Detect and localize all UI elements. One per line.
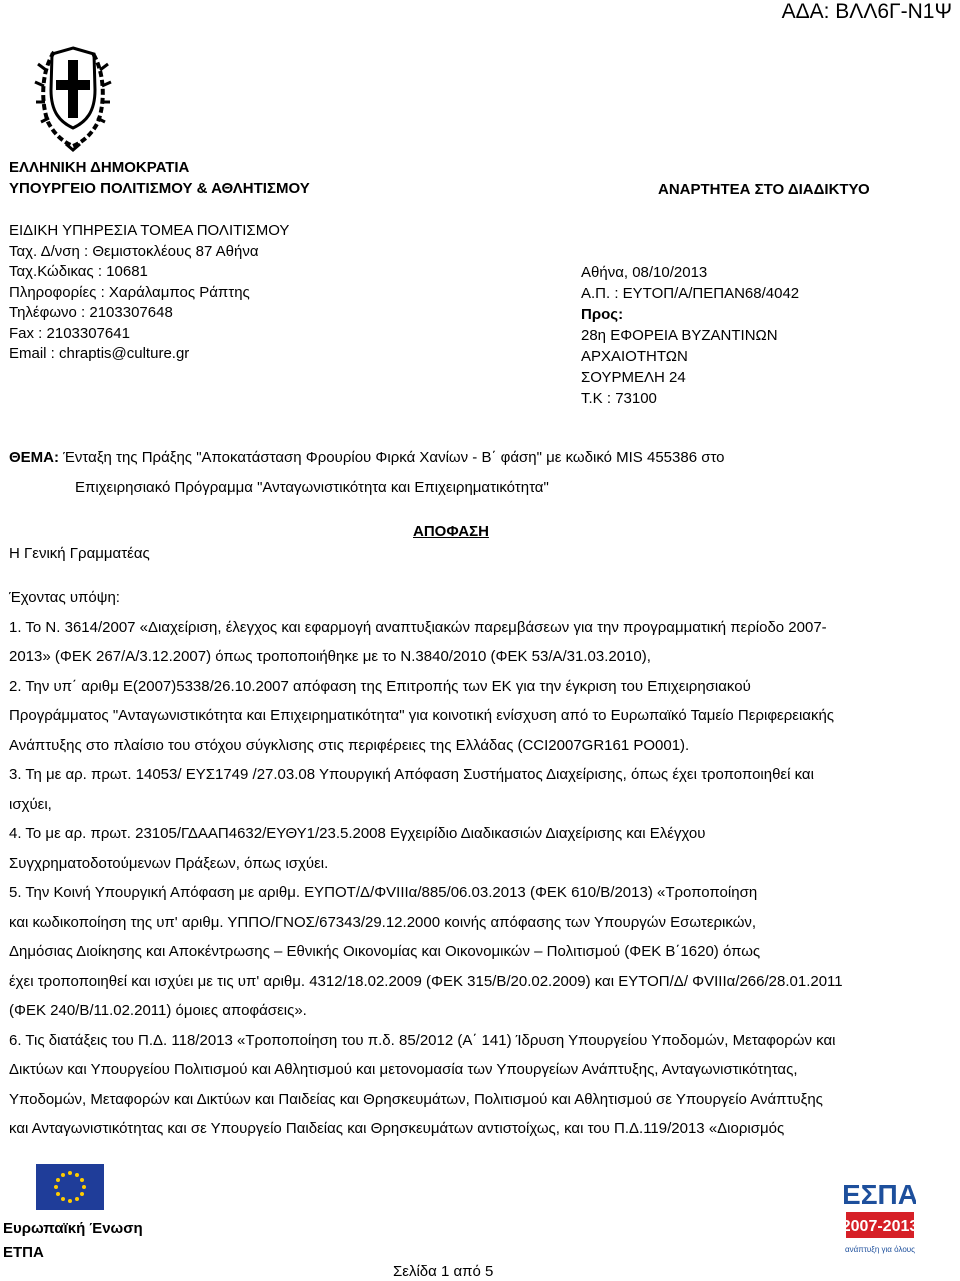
body-line: Δικτύων και Υπουργείου Πολιτισμού και Αθλητισμού και μετονομασία των Υπουργείων Ανάπτυξης, Ανταγωνιστικότητας, bbox=[9, 1061, 798, 1078]
recipient-line-4: Τ.Κ : 73100 bbox=[581, 390, 657, 407]
body-line: Συγχρηματοδοτούμενων Πράξεων, όπως ισχύει. bbox=[9, 854, 329, 872]
body-line: Προγράμματος "Ανταγωνιστικότητα και Επιχειρηματικότητα" για κοινοτική ενίσχυση από το Ευρωπαϊκό Ταμείο Περιφερειακής bbox=[9, 707, 835, 724]
subject-label: ΘΕΜΑ: bbox=[9, 449, 59, 466]
email: Email : chraptis@culture.gr bbox=[9, 345, 190, 362]
etpa-label: ΕΤΠΑ bbox=[3, 1244, 44, 1261]
body-line: Έχοντας υπόψη: bbox=[9, 589, 120, 606]
body-line: 1. Το Ν. 3614/2007 «Διαχείριση, έλεγχος και εφαρμογή αναπτυξιακών παρεμβάσεων για την προγραμματική περίοδο 2007- bbox=[9, 618, 827, 636]
subject-block bbox=[9, 443, 725, 503]
greek-emblem-icon bbox=[32, 40, 114, 152]
body-line: Ανάπτυξης στο πλαίσιο του στόχου σύγκλισης στις περιφέρειες της Ελλάδας (CCI2007GR161 PO001). bbox=[9, 736, 690, 754]
espa-logo-text: ΕΣΠΑ bbox=[844, 1179, 916, 1210]
espa-logo bbox=[844, 1176, 916, 1262]
page-number: Σελίδα 1 από 5 bbox=[393, 1263, 494, 1280]
recipient-line-1: 28η ΕΦΟΡΕΙΑ ΒΥΖΑΝΤΙΝΩΝ bbox=[581, 327, 778, 344]
body-line: 2013» (ΦΕΚ 267/Α/3.12.2007) όπως τροποποιήθηκε με το Ν.3840/2010 (ΦΕΚ 53/Α/31.03.2010), bbox=[9, 648, 651, 665]
protocol-number: Α.Π. : ΕΥΤΟΠ/Α/ΠΕΠΑΝ68/4042 bbox=[581, 285, 800, 302]
recipient-block bbox=[581, 262, 799, 409]
address: Ταχ. Δ/νση : Θεμιστοκλέους 87 Αθήνα bbox=[9, 242, 259, 260]
body-line: και Ανταγωνιστικότητας και σε Υπουργείο Παιδείας και Θρησκευμάτων αντιστοίχως, και του Π.Δ.119/2013 «Διορισμός bbox=[9, 1120, 785, 1137]
body-line: Υποδομών, Μεταφορών και Δικτύων και Παιδείας και Θρησκευμάτων, Πολιτισμού και Αθλητισμού σε Υπουργείο Ανάπτυξης bbox=[9, 1090, 823, 1108]
recipient-line-2: ΑΡΧΑΙΟΤΗΤΩΝ bbox=[581, 348, 688, 365]
to-label: Προς: bbox=[581, 306, 624, 323]
body-line: Δημόσιας Διοίκησης και Αποκέντρωσης – Εθνικής Οικονομίας και Οικονομικών – Πολιτισμού (ΦΕΚ Β΄1620) όπως bbox=[9, 943, 761, 960]
body-line: 4. Το με αρ. πρωτ. 23105/ΓΔΑΑΠ4632/ΕΥΘΥ1/23.5.2008 Εγχειρίδιο Διαδικασιών Διαχείρισης και Ελέγχου bbox=[9, 825, 706, 842]
body-line: 5. Την Κοινή Υπουργική Απόφαση με αριθμ. ΕΥΠΟΤ/Δ/ΦVIIIα/885/06.03.2013 (ΦΕΚ 610/Β/2013) «Τροποποίηση bbox=[9, 884, 758, 901]
eu-flag-icon bbox=[36, 1164, 104, 1210]
service-name: ΕΙΔΙΚΗ ΥΠΗΡΕΣΙΑ ΤΟΜΕΑ ΠΟΛΙΤΙΣΜΟΥ bbox=[9, 222, 290, 239]
body-line: 6. Τις διατάξεις του Π.Δ. 118/2013 «Τροποποίηση του π.δ. 85/2012 (Α΄ 141) Ίδρυση Υπουργείου Υποδομών, Μεταφορών και bbox=[9, 1031, 836, 1049]
fax: Fax : 2103307641 bbox=[9, 324, 130, 342]
espa-logo-tagline: ανάπτυξη για όλους bbox=[844, 1245, 916, 1254]
phone: Τηλέφωνο : 2103307648 bbox=[9, 304, 173, 321]
contact-person: Πληροφορίες : Χαράλαμπος Ράπτης bbox=[9, 283, 250, 301]
subject-line-1: Ένταξη της Πράξης "Αποκατάσταση Φρουρίου Φιρκά Χανίων - Β΄ φάση" με κωδικό MIS 455386 στο bbox=[59, 449, 725, 466]
body-line: 2. Την υπ΄ αριθμ Ε(2007)5338/26.10.2007 απόφαση της Επιτροπής των ΕΚ για την έγκριση του Επιχειρησιακού bbox=[9, 677, 751, 695]
decision-title: ΑΠΟΦΑΣΗ bbox=[413, 523, 489, 540]
body-line: (ΦΕΚ 240/Β/11.02.2011) όμοιες αποφάσεις». bbox=[9, 1002, 307, 1019]
ministry-name: ΥΠΟΥΡΓΕΙΟ ΠΟΛΙΤΙΣΜΟΥ & ΑΘΛΗΤΙΣΜΟΥ bbox=[9, 180, 310, 197]
body-line: ισχύει, bbox=[9, 795, 52, 813]
body-line: και κωδικοποίηση της υπ' αριθμ. ΥΠΠΟ/ΓΝΟΣ/67343/29.12.2000 κοινής απόφασης των Υπουργών Εσωτερικών, bbox=[9, 913, 757, 931]
contact-block bbox=[9, 221, 289, 365]
body-line: 3. Τη με αρ. πρωτ. 14053/ ΕΥΣ1749 /27.03.08 Υπουργική Απόφαση Συστήματος Διαχείρισης, όπως έχει τροποποιηθεί και bbox=[9, 766, 814, 783]
general-secretary: Η Γενική Γραμματέας bbox=[9, 545, 150, 562]
ada-watermark: ΑΔΑ: ΒΛΛ6Γ-Ν1Ψ bbox=[781, 0, 952, 23]
eu-label: Ευρωπαϊκή Ένωση bbox=[3, 1220, 143, 1237]
espa-logo-years: 2007-2013 bbox=[844, 1218, 916, 1235]
country-name: ΕΛΛΗΝΙΚΗ ΔΗΜΟΚΡΑΤΙΑ bbox=[9, 159, 190, 176]
postcode: Ταχ.Κώδικας : 10681 bbox=[9, 263, 148, 280]
recipient-line-3: ΣΟΥΡΜΕΛΗ 24 bbox=[581, 369, 686, 386]
body-text bbox=[9, 583, 843, 1144]
body-line: έχει τροποποιηθεί και ισχύει με τις υπ' αριθμ. 4312/18.02.2009 (ΦΕΚ 315/Β/20.02.2009) και ΕΥΤΟΠ/Δ/ ΦVIIIα/266/28.01.2011 bbox=[9, 972, 843, 990]
footer-eu-labels bbox=[3, 1217, 143, 1265]
posting-notice: ΑΝΑΡΤΗΤΕΑ ΣΤΟ ΔΙΑΔΙΚΤΥΟ bbox=[658, 181, 870, 198]
header-left bbox=[9, 157, 310, 199]
document-date: Αθήνα, 08/10/2013 bbox=[581, 264, 708, 281]
subject-line-2: Επιχειρησιακό Πρόγραμμα "Ανταγωνιστικότητα και Επιχειρηματικότητα" bbox=[75, 479, 549, 496]
